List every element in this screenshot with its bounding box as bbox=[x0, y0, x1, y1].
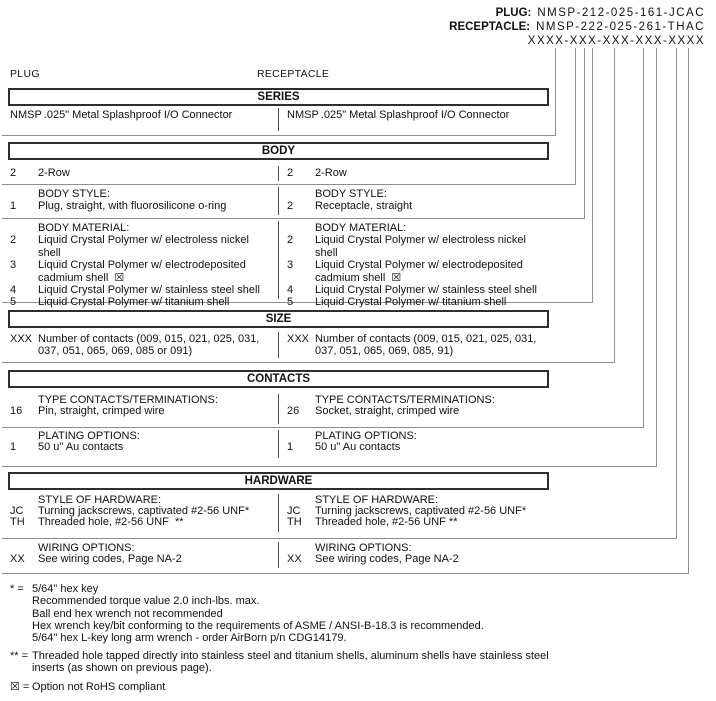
item-code: 4 bbox=[287, 284, 294, 297]
list-item bbox=[10, 517, 272, 528]
item-desc: Liquid Crystal Polymer w/ stainless steel shell bbox=[38, 284, 260, 297]
item-desc: Threaded hole, #2-56 UNF ** bbox=[38, 516, 184, 528]
list-item bbox=[10, 406, 272, 417]
body-row-receptacle-cell bbox=[287, 167, 550, 179]
body-material-plug-cell bbox=[10, 222, 272, 309]
item-code: 5 bbox=[10, 296, 17, 309]
list-item bbox=[287, 200, 550, 212]
row-label: BODY STYLE: bbox=[38, 188, 110, 200]
item-desc: Number of contacts (009, 015, 021, 025, 031, 037, 051, 065, 069, 085 or 091) bbox=[38, 333, 263, 358]
plug-part-number-label: PLUG: bbox=[495, 7, 532, 19]
item-desc: 50 u" Au contacts bbox=[315, 441, 401, 453]
item-desc: 2-Row bbox=[38, 167, 70, 179]
item-desc: 2-Row bbox=[315, 167, 347, 179]
row-label: TYPE CONTACTS/TERMINATIONS: bbox=[315, 394, 495, 406]
body-style-plug-cell bbox=[10, 188, 272, 213]
section-header-size bbox=[8, 310, 549, 328]
item-desc: Turning jackscrews, captivated #2-56 UNF* bbox=[315, 505, 527, 517]
size-receptacle-cell bbox=[287, 333, 550, 358]
row-label: WIRING OPTIONS: bbox=[38, 542, 135, 554]
footnote-line: Hex wrench key/bit conforming to the requirements of ASME / ANSI-B-18.3 is recommended. bbox=[32, 619, 484, 632]
list-item bbox=[10, 442, 272, 453]
list-item bbox=[10, 296, 272, 308]
plating-plug-cell bbox=[10, 431, 272, 453]
section-header-body bbox=[8, 142, 549, 160]
item-code: XX bbox=[10, 553, 25, 565]
item-code: XX bbox=[287, 553, 302, 565]
item-code: 2 bbox=[287, 234, 294, 247]
list-item bbox=[10, 259, 272, 284]
row-label: PLATING OPTIONS: bbox=[38, 430, 140, 442]
item-desc: Pin, straight, crimped wire bbox=[38, 405, 165, 417]
item-desc-with-not-rohs-icon: Liquid Crystal Polymer w/ electrodeposited cadmium shell ☒ bbox=[38, 259, 249, 284]
item-desc: Number of contacts (009, 015, 021, 025, 031, 037, 051, 065, 069, 085, 91) bbox=[315, 333, 540, 358]
list-item bbox=[287, 259, 550, 284]
list-item bbox=[287, 284, 550, 296]
list-item bbox=[287, 109, 550, 121]
footnote-line: inserts (as shown on previous page). bbox=[32, 662, 212, 675]
row-label: BODY MATERIAL: bbox=[315, 222, 407, 234]
body-row-plug-cell bbox=[10, 167, 272, 179]
item-desc: Socket, straight, crimped wire bbox=[315, 405, 460, 417]
footnote-line: Recommended torque value 2.0 inch-lbs. max. bbox=[32, 595, 260, 608]
column-header-plug: PLUG bbox=[10, 68, 40, 80]
footnote-text bbox=[32, 650, 710, 675]
section-title-hardware: HARDWARE bbox=[244, 475, 313, 487]
item-code: NMSP bbox=[287, 109, 319, 121]
item-desc: Liquid Crystal Polymer w/ electroless nickel shell bbox=[38, 234, 252, 259]
item-desc: Threaded hole, #2-56 UNF ** bbox=[315, 516, 458, 528]
item-desc: 50 u" Au contacts bbox=[38, 441, 124, 453]
list-item bbox=[287, 333, 550, 358]
footnote-line: Option not RoHS compliant bbox=[32, 681, 166, 693]
receptacle-part-number-value: NMSP-222-025-261-THAC bbox=[536, 21, 705, 33]
list-item bbox=[287, 167, 550, 179]
item-desc: .025" Metal Splashproof I/O Connector bbox=[320, 109, 510, 121]
item-desc: Receptacle, straight bbox=[315, 200, 413, 213]
section-header-series bbox=[8, 88, 549, 106]
section-header-contacts bbox=[8, 370, 549, 388]
not-rohs-icon: ☒ = bbox=[10, 681, 30, 693]
wiring-plug-cell bbox=[10, 543, 272, 565]
plug-part-number bbox=[496, 7, 705, 20]
list-item bbox=[10, 200, 272, 212]
item-desc: See wiring codes, Page NA-2 bbox=[315, 553, 459, 565]
hardware-style-plug-cell bbox=[10, 495, 272, 528]
list-item bbox=[287, 442, 550, 453]
series-plug-cell bbox=[10, 109, 272, 121]
item-code: 2 bbox=[10, 167, 17, 179]
item-code: 3 bbox=[10, 259, 17, 272]
list-item bbox=[10, 284, 272, 296]
item-desc-with-not-rohs-icon: Liquid Crystal Polymer w/ electrodeposited cadmium shell ☒ bbox=[315, 259, 526, 284]
row-label: BODY MATERIAL: bbox=[38, 222, 130, 234]
item-code: XXX bbox=[287, 333, 310, 345]
item-code: JC bbox=[287, 505, 301, 517]
hardware-style-receptacle-cell bbox=[287, 495, 550, 528]
wiring-receptacle-cell bbox=[287, 543, 550, 565]
item-desc: Liquid Crystal Polymer w/ stainless steel shell bbox=[315, 284, 537, 297]
list-item bbox=[287, 517, 550, 528]
item-code: 3 bbox=[287, 259, 294, 272]
item-code: 2 bbox=[10, 234, 17, 247]
item-desc: See wiring codes, Page NA-2 bbox=[38, 553, 182, 565]
list-item bbox=[287, 234, 550, 259]
item-desc: Liquid Crystal Polymer w/ titanium shell bbox=[315, 296, 507, 309]
plug-part-number-value: NMSP-212-025-161-JCAC bbox=[537, 7, 705, 19]
item-code: XXX bbox=[10, 333, 33, 345]
body-style-receptacle-cell bbox=[287, 188, 550, 213]
section-title-body: BODY bbox=[261, 145, 296, 157]
list-item bbox=[10, 554, 272, 565]
item-desc: Turning jackscrews, captivated #2-56 UNF* bbox=[38, 505, 250, 517]
list-item bbox=[287, 406, 550, 417]
item-code: 1 bbox=[10, 441, 17, 453]
contacts-type-plug-cell bbox=[10, 395, 272, 417]
item-code: TH bbox=[287, 516, 302, 528]
item-code: JC bbox=[10, 505, 24, 517]
size-plug-cell bbox=[10, 333, 272, 358]
row-label: PLATING OPTIONS: bbox=[315, 430, 417, 442]
plating-receptacle-cell bbox=[287, 431, 550, 453]
footnote-line: Ball end hex wrench not recommended bbox=[32, 607, 223, 620]
footnote-line: 5/64" hex L-key long arm wrench - order AirBorn p/n CDG14179. bbox=[32, 632, 347, 645]
list-item bbox=[287, 554, 550, 565]
row-label: STYLE OF HARDWARE: bbox=[38, 494, 162, 506]
list-item bbox=[10, 234, 272, 259]
footnote-hex-key bbox=[10, 583, 710, 644]
list-item bbox=[10, 109, 272, 121]
item-desc: Plug, straight, with fluorosilicone o-ring bbox=[38, 200, 227, 213]
part-number-mask bbox=[528, 35, 705, 48]
body-material-receptacle-cell bbox=[287, 222, 550, 309]
row-label: STYLE OF HARDWARE: bbox=[315, 494, 439, 506]
item-desc: Liquid Crystal Polymer w/ electroless nickel shell bbox=[315, 234, 529, 259]
item-code: 26 bbox=[287, 405, 300, 417]
series-receptacle-cell bbox=[287, 109, 550, 121]
footnote-threaded-hole bbox=[10, 650, 710, 675]
section-header-hardware bbox=[8, 472, 549, 490]
footnote-marker: ** = bbox=[10, 650, 29, 662]
item-code: 1 bbox=[10, 200, 17, 213]
item-code: 2 bbox=[287, 167, 294, 179]
item-code: 4 bbox=[10, 284, 17, 297]
list-item bbox=[287, 296, 550, 308]
footnote-line: 5/64" hex key bbox=[32, 583, 99, 595]
contacts-type-receptacle-cell bbox=[287, 395, 550, 417]
item-code: 5 bbox=[287, 296, 294, 309]
section-title-size: SIZE bbox=[265, 313, 292, 325]
item-desc: .025" Metal Splashproof I/O Connector bbox=[43, 109, 233, 121]
list-item bbox=[10, 167, 272, 179]
footnote-line: Threaded hole tapped directly into stainless steel and titanium shells, aluminum shells have stainless steel bbox=[32, 650, 549, 662]
footnote-text bbox=[32, 583, 710, 644]
item-desc: Liquid Crystal Polymer w/ titanium shell bbox=[38, 296, 230, 309]
column-header-receptacle: RECEPTACLE bbox=[257, 68, 330, 80]
list-item bbox=[10, 333, 272, 358]
item-code: TH bbox=[10, 516, 25, 528]
item-code: NMSP bbox=[10, 109, 42, 121]
item-code: 2 bbox=[287, 200, 294, 213]
footnote-not-rohs bbox=[10, 681, 710, 693]
row-label: WIRING OPTIONS: bbox=[315, 542, 412, 554]
part-number-mask-value: XXXX-XXX-XXX-XXX-XXXX bbox=[527, 35, 705, 47]
item-code: 16 bbox=[10, 405, 23, 417]
section-title-series: SERIES bbox=[257, 91, 300, 103]
receptacle-part-number-label: RECEPTACLE: bbox=[449, 21, 531, 33]
row-label: BODY STYLE: bbox=[315, 188, 387, 200]
footnote-marker: * = bbox=[10, 583, 24, 595]
section-title-contacts: CONTACTS bbox=[246, 373, 311, 385]
footnote-text bbox=[32, 681, 710, 693]
row-label: TYPE CONTACTS/TERMINATIONS: bbox=[38, 394, 218, 406]
item-code: 1 bbox=[287, 441, 294, 453]
receptacle-part-number bbox=[449, 21, 705, 34]
